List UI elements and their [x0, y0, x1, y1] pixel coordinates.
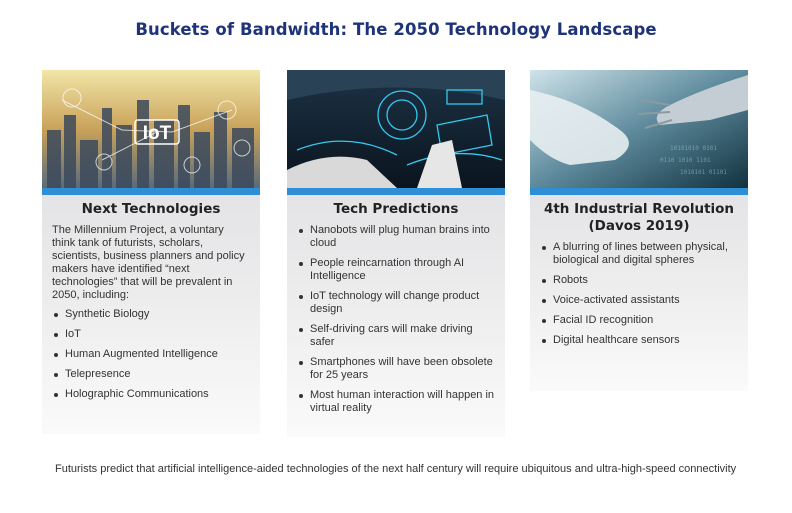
accent-bar	[42, 188, 260, 195]
card-heading: Next Technologies	[81, 201, 221, 217]
iot-image-label: IoT	[142, 123, 172, 144]
list-item: Telepresence	[52, 368, 250, 381]
list-item: Holographic Communications	[52, 388, 250, 401]
card-panel	[42, 195, 260, 434]
bullet-list	[52, 308, 250, 401]
list-item: Self-driving cars will make driving safer	[297, 323, 495, 349]
accent-bar	[287, 188, 505, 195]
list-item: A blurring of lines between physical, biological and digital spheres	[540, 241, 738, 267]
list-item: Digital healthcare sensors	[540, 334, 738, 347]
svg-text:1010101 01101: 1010101 01101	[680, 169, 727, 176]
page-title: Buckets of Bandwidth: The 2050 Technology Landscape	[135, 20, 657, 39]
list-item: Smartphones will have been obsolete for 25 years	[297, 356, 495, 382]
list-item: Voice-activated assistants	[540, 294, 738, 307]
list-item: Human Augmented Intelligence	[52, 348, 250, 361]
list-item: Nanobots will plug human brains into cloud	[297, 224, 495, 250]
bullet-list	[540, 241, 738, 347]
accent-bar	[530, 188, 748, 195]
list-item: Most human interaction will happen in virtual reality	[297, 389, 495, 415]
list-item: Robots	[540, 274, 738, 287]
next-technologies-card	[42, 70, 260, 434]
card-heading: Tech Predictions	[333, 201, 459, 217]
card-panel	[530, 195, 748, 391]
footer-note: Futurists predict that artificial intelligence-aided technologies of the next half century will require ubiquitous and ultra-high-speed connectivity	[55, 463, 737, 475]
svg-text:10101010 0101: 10101010 0101	[670, 145, 717, 152]
list-item: People reincarnation through AI Intelligence	[297, 257, 495, 283]
card-heading: 4th Industrial Revolution (Davos 2019)	[543, 201, 735, 234]
bullet-list	[297, 224, 495, 415]
tech-predictions-card	[287, 70, 505, 437]
list-item: IoT technology will change product design	[297, 290, 495, 316]
svg-text:0110 1010 1101: 0110 1010 1101	[660, 157, 711, 164]
list-item: Synthetic Biology	[52, 308, 250, 321]
card-intro: The Millennium Project, a voluntary think tank of futurists, scholars, scientists, business planners and policy makers have identified “next technologies” that will be prevalent in 2050, including:	[52, 224, 245, 301]
iot-city-image	[42, 70, 260, 188]
self-driving-car-image	[287, 70, 505, 188]
robot-hand-image	[530, 70, 748, 188]
industrial-revolution-card	[530, 70, 748, 391]
list-item: IoT	[52, 328, 250, 341]
list-item: Facial ID recognition	[540, 314, 738, 327]
card-panel	[287, 195, 505, 437]
